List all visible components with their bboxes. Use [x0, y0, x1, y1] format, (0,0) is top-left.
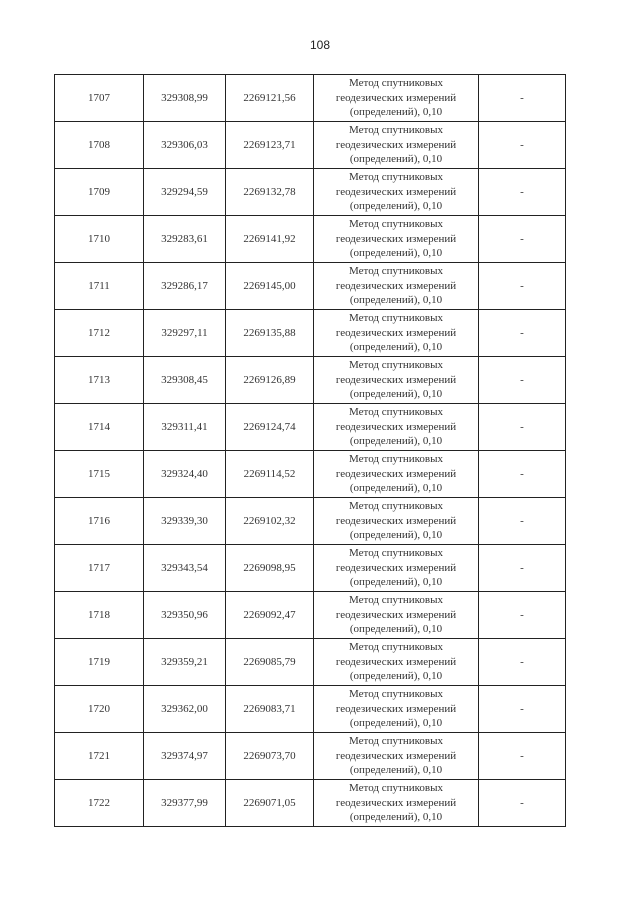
method-cell [314, 686, 479, 733]
method-text-line: геодезических измерений [335, 185, 457, 198]
method-cell [314, 780, 479, 827]
method-text-line: (определений), 0,10 [349, 341, 443, 354]
method-text-line: геодезических измерений [335, 749, 457, 762]
method-cell [314, 122, 479, 169]
point-number-cell: 1716 [55, 498, 144, 545]
x-coordinate-cell: 329283,61 [144, 216, 226, 263]
method-text-line: (определений), 0,10 [349, 576, 443, 589]
table-row [55, 310, 566, 357]
table-row [55, 169, 566, 216]
method-text-line: геодезических измерений [335, 561, 457, 574]
method-text-line: геодезических измерений [335, 326, 457, 339]
coordinates-table-body [55, 75, 566, 827]
extra-value-cell: - [479, 169, 566, 216]
x-coordinate-cell: 329359,21 [144, 639, 226, 686]
method-text-line: (определений), 0,10 [349, 764, 443, 777]
point-number-cell: 1708 [55, 122, 144, 169]
method-text-line: Метод спутниковых [349, 171, 443, 184]
method-text-line: геодезических измерений [335, 232, 457, 245]
y-coordinate-cell: 2269141,92 [226, 216, 314, 263]
y-coordinate-cell: 2269085,79 [226, 639, 314, 686]
table-row [55, 263, 566, 310]
method-cell [314, 639, 479, 686]
y-coordinate-cell: 2269083,71 [226, 686, 314, 733]
point-number-cell: 1712 [55, 310, 144, 357]
method-text-line: геодезических измерений [335, 279, 457, 292]
extra-value-cell: - [479, 75, 566, 122]
method-text-line: (определений), 0,10 [349, 717, 443, 730]
table-row [55, 592, 566, 639]
x-coordinate-cell: 329362,00 [144, 686, 226, 733]
method-text-line: (определений), 0,10 [349, 247, 443, 260]
method-text-line: Метод спутниковых [349, 500, 443, 513]
point-number-cell: 1718 [55, 592, 144, 639]
point-number-cell: 1715 [55, 451, 144, 498]
point-number-cell: 1710 [55, 216, 144, 263]
coordinates-table [54, 74, 566, 827]
method-text-line: Метод спутниковых [349, 312, 443, 325]
method-cell [314, 404, 479, 451]
table-row [55, 733, 566, 780]
extra-value-cell: - [479, 639, 566, 686]
method-cell [314, 733, 479, 780]
y-coordinate-cell: 2269132,78 [226, 169, 314, 216]
y-coordinate-cell: 2269126,89 [226, 357, 314, 404]
extra-value-cell: - [479, 122, 566, 169]
method-text-line: (определений), 0,10 [349, 435, 443, 448]
method-cell [314, 545, 479, 592]
method-text-line: (определений), 0,10 [349, 106, 443, 119]
point-number-cell: 1717 [55, 545, 144, 592]
method-cell [314, 592, 479, 639]
method-text-line: Метод спутниковых [349, 77, 443, 90]
method-text-line: геодезических измерений [335, 373, 457, 386]
method-text-line: геодезических измерений [335, 655, 457, 668]
method-text-line: геодезических измерений [335, 138, 457, 151]
table-row [55, 545, 566, 592]
method-text-line: (определений), 0,10 [349, 294, 443, 307]
extra-value-cell: - [479, 733, 566, 780]
method-cell [314, 310, 479, 357]
method-text-line: Метод спутниковых [349, 782, 443, 795]
x-coordinate-cell: 329308,45 [144, 357, 226, 404]
y-coordinate-cell: 2269123,71 [226, 122, 314, 169]
method-text-line: геодезических измерений [335, 420, 457, 433]
extra-value-cell: - [479, 451, 566, 498]
method-text-line: (определений), 0,10 [349, 529, 443, 542]
point-number-cell: 1709 [55, 169, 144, 216]
x-coordinate-cell: 329377,99 [144, 780, 226, 827]
x-coordinate-cell: 329306,03 [144, 122, 226, 169]
extra-value-cell: - [479, 592, 566, 639]
method-text-line: геодезических измерений [335, 608, 457, 621]
point-number-cell: 1707 [55, 75, 144, 122]
method-text-line: Метод спутниковых [349, 594, 443, 607]
extra-value-cell: - [479, 545, 566, 592]
method-cell [314, 169, 479, 216]
y-coordinate-cell: 2269145,00 [226, 263, 314, 310]
method-text-line: Метод спутниковых [349, 124, 443, 137]
table-row [55, 404, 566, 451]
y-coordinate-cell: 2269135,88 [226, 310, 314, 357]
page-number: 108 [309, 38, 331, 52]
method-text-line: (определений), 0,10 [349, 200, 443, 213]
y-coordinate-cell: 2269121,56 [226, 75, 314, 122]
x-coordinate-cell: 329374,97 [144, 733, 226, 780]
method-text-line: (определений), 0,10 [349, 388, 443, 401]
method-text-line: геодезических измерений [335, 702, 457, 715]
method-text-line: геодезических измерений [335, 91, 457, 104]
method-cell [314, 75, 479, 122]
extra-value-cell: - [479, 310, 566, 357]
method-text-line: Метод спутниковых [349, 406, 443, 419]
method-text-line: геодезических измерений [335, 796, 457, 809]
x-coordinate-cell: 329308,99 [144, 75, 226, 122]
y-coordinate-cell: 2269092,47 [226, 592, 314, 639]
method-cell [314, 451, 479, 498]
y-coordinate-cell: 2269071,05 [226, 780, 314, 827]
method-text-line: Метод спутниковых [349, 688, 443, 701]
method-cell [314, 357, 479, 404]
method-text-line: Метод спутниковых [349, 641, 443, 654]
method-cell [314, 216, 479, 263]
table-row [55, 357, 566, 404]
point-number-cell: 1713 [55, 357, 144, 404]
point-number-cell: 1719 [55, 639, 144, 686]
method-text-line: Метод спутниковых [349, 265, 443, 278]
table-row [55, 686, 566, 733]
point-number-cell: 1714 [55, 404, 144, 451]
x-coordinate-cell: 329286,17 [144, 263, 226, 310]
y-coordinate-cell: 2269124,74 [226, 404, 314, 451]
table-row [55, 75, 566, 122]
point-number-cell: 1720 [55, 686, 144, 733]
method-text-line: (определений), 0,10 [349, 153, 443, 166]
method-text-line: Метод спутниковых [349, 359, 443, 372]
x-coordinate-cell: 329324,40 [144, 451, 226, 498]
point-number-cell: 1722 [55, 780, 144, 827]
extra-value-cell: - [479, 404, 566, 451]
extra-value-cell: - [479, 780, 566, 827]
method-text-line: геодезических измерений [335, 514, 457, 527]
extra-value-cell: - [479, 263, 566, 310]
y-coordinate-cell: 2269114,52 [226, 451, 314, 498]
x-coordinate-cell: 329297,11 [144, 310, 226, 357]
table-row [55, 780, 566, 827]
method-cell [314, 498, 479, 545]
extra-value-cell: - [479, 357, 566, 404]
method-cell [314, 263, 479, 310]
table-row [55, 498, 566, 545]
table-row [55, 216, 566, 263]
y-coordinate-cell: 2269073,70 [226, 733, 314, 780]
y-coordinate-cell: 2269098,95 [226, 545, 314, 592]
point-number-cell: 1711 [55, 263, 144, 310]
table-row [55, 451, 566, 498]
table-row [55, 639, 566, 686]
method-text-line: Метод спутниковых [349, 735, 443, 748]
method-text-line: Метод спутниковых [349, 547, 443, 560]
method-text-line: (определений), 0,10 [349, 482, 443, 495]
table-row [55, 122, 566, 169]
x-coordinate-cell: 329294,59 [144, 169, 226, 216]
extra-value-cell: - [479, 216, 566, 263]
method-text-line: Метод спутниковых [349, 453, 443, 466]
x-coordinate-cell: 329343,54 [144, 545, 226, 592]
method-text-line: геодезических измерений [335, 467, 457, 480]
method-text-line: (определений), 0,10 [349, 670, 443, 683]
extra-value-cell: - [479, 498, 566, 545]
method-text-line: Метод спутниковых [349, 218, 443, 231]
x-coordinate-cell: 329350,96 [144, 592, 226, 639]
method-text-line: (определений), 0,10 [349, 623, 443, 636]
point-number-cell: 1721 [55, 733, 144, 780]
x-coordinate-cell: 329311,41 [144, 404, 226, 451]
y-coordinate-cell: 2269102,32 [226, 498, 314, 545]
method-text-line: (определений), 0,10 [349, 811, 443, 824]
extra-value-cell: - [479, 686, 566, 733]
x-coordinate-cell: 329339,30 [144, 498, 226, 545]
